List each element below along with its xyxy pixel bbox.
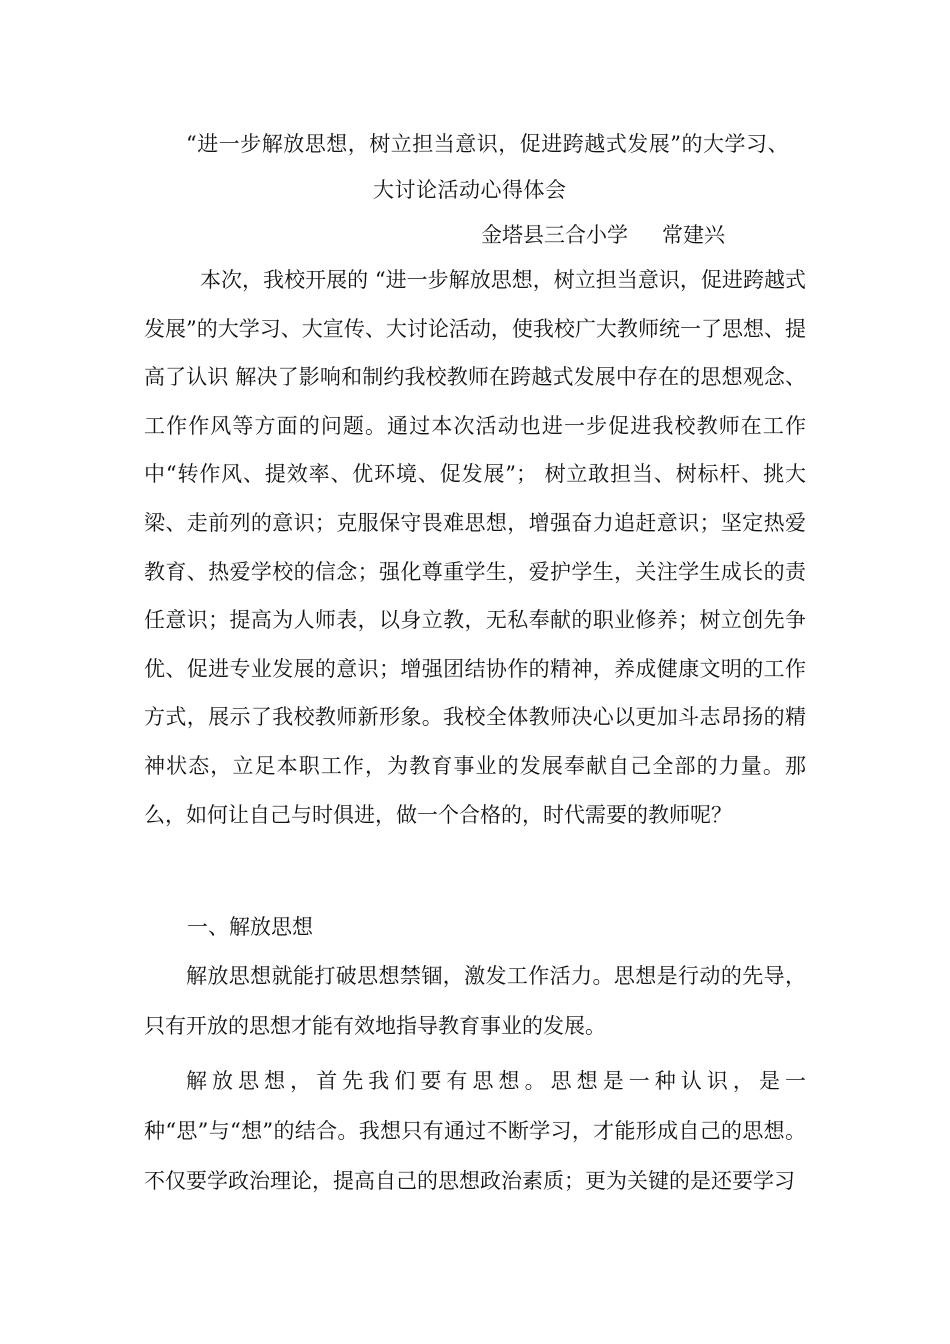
document-title-line-2: 大讨论活动心得体会 [373,178,567,202]
author-school: 金塔县三合小学 [481,223,628,247]
author-line [481,219,725,249]
paragraph-intro: 本次，我校开展的 “进一步解放思想，树立担当意识，促进跨越式发展”的大学习、大宣传、大讨论活动，使我校广大教师统一了思想、提高了认识 解决了影响和制约我校教师在跨越式发展中存在的思想观念、工作作风等方面的问题。通过本次活动也进一步促进我校教师在工作中“转作风、提效率、优环境、促发展”； 树立敢担当、树标杆、挑大梁、走前列的意识；克服保守畏难思想，增强奋力追赶意识；坚定热爱教育、热爱学校的信念；强化尊重学生，爱护学生，关注学生成长的责任意识；提高为人师表，以身立教，无私奉献的职业修养；树立创先争优、促进专业发展的意识；增强团结协作的精神，养成健康文明的工作方式，展示了我校教师新形象。我校全体教师决心以更加斗志昂扬的精神状态，立足本职工作，为教育事业的发展奉献自己全部的力量。那么，如何让自己与时俱进，做一个合格的，时代需要的教师呢？ [144,268,806,827]
section-heading-1: 一、解放思想 [187,915,313,939]
author-name: 常建兴 [662,223,725,247]
paragraph-section1-a: 解放思想就能打破思想禁锢，激发工作活力。思想是行动的先导，只有开放的思想才能有效地指导教育事业的发展。 [144,964,806,1038]
document-title-line-1: “进一步解放思想，树立担当意识，促进跨越式发展”的大学习、 [186,132,789,156]
paragraph-section1-b: 解放思想，首先我们要有思想。思想是一种认识，是一种“思”与“想”的结合。我想只有通过不断学习，才能形成自己的思想。不仅要学政治理论，提高自己的思想政治素质；更为关键的是还要学习 [144,1069,806,1193]
